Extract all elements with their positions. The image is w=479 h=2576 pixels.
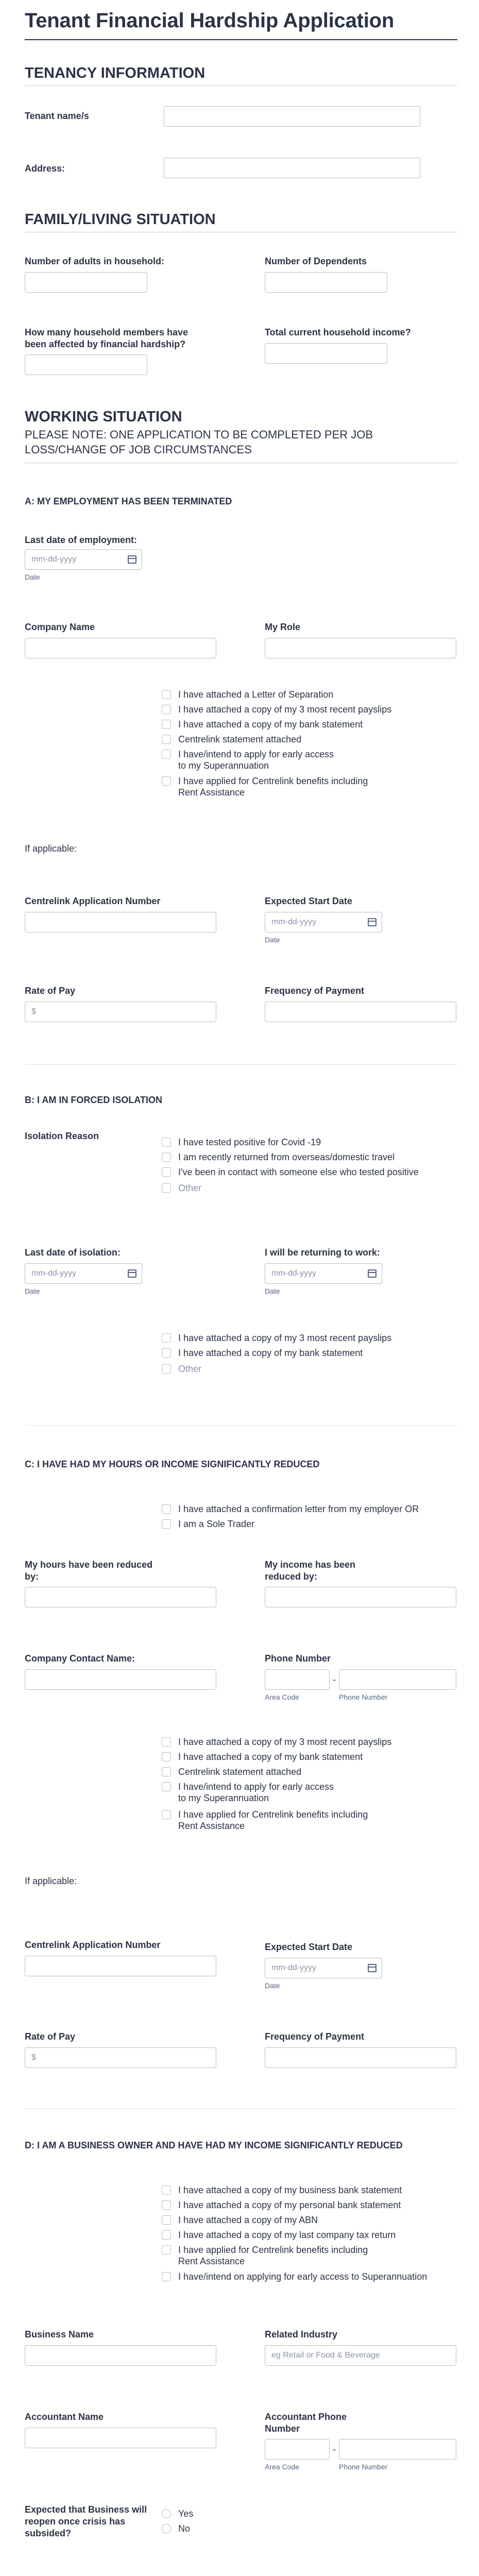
isolation-reason-label: Isolation Reason [25,1131,99,1141]
c-option-label: I have applied for Centrelink benefits including Rent Assistance [178,1809,368,1831]
tenancy-heading: TENANCY INFORMATION [25,65,206,81]
c-option-checkbox[interactable] [162,1752,171,1761]
role-label: My Role [265,622,301,632]
phone-number-input[interactable] [339,2439,456,2460]
a-option-label: I have attached a Letter of Separation [178,689,334,700]
family-heading: FAMILY/LIVING SITUATION [25,211,216,228]
c-option-label: Centrelink statement attached [178,1767,302,1777]
section-divider [25,1425,457,1426]
phone-label: Phone Number [265,1653,331,1664]
affected-input[interactable] [25,354,147,375]
reopen-no-label: No [178,2523,191,2534]
section-c-heading: C: I HAVE HAD MY HOURS OR INCOME SIGNIFICANTLY REDUCED [25,1459,320,1469]
hours-reduced-label: My hours have been reduced by: [25,1560,153,1582]
company-name-label: Company Name [25,622,95,632]
c-top-checkbox[interactable] [162,1519,171,1529]
industry-placeholder: eg Retail or Food & Beverage [271,2351,380,2360]
date-placeholder: mm-dd-yyyy [31,555,77,564]
a-option-label: I have/intend to apply for early access to my Superannuation [178,749,334,771]
area-code-input[interactable] [265,2439,330,2460]
income-reduced-input[interactable] [265,1587,456,1607]
date-placeholder: mm-dd-yyyy [31,1269,77,1278]
d-option-label: I have attached a copy of my personal bank statement [178,2200,401,2210]
income-label: Total current household income? [265,327,411,337]
company-name-input[interactable] [25,638,216,658]
section-d-heading: D: I AM A BUSINESS OWNER AND HAVE HAD MY INCOME SIGNIFICANTLY REDUCED [25,2140,403,2150]
business-name-input[interactable] [25,2345,216,2366]
frequency-label: Frequency of Payment [265,986,365,996]
dependents-input[interactable] [265,272,387,293]
last-isolation-date-input[interactable] [25,1263,142,1284]
section-divider [25,2108,457,2109]
reopen-yes-label: Yes [178,2509,194,2519]
isolation-reason-checkbox[interactable] [162,1153,171,1162]
accountant-name-label: Accountant Name [25,2412,104,2422]
b-option-label: I have attached a copy of my bank statement [178,1348,363,1358]
c-top-option: I have attached a confirmation letter from my employer OR [178,1504,419,1514]
frequency-input[interactable] [265,2047,456,2068]
return-work-label: I will be returning to work: [265,1247,381,1258]
address-label: Address: [25,163,65,174]
date-placeholder: mm-dd-yyyy [271,1963,317,1972]
last-isolation-label: Last date of isolation: [25,1247,121,1258]
isolation-other-checkbox[interactable] [162,1183,171,1193]
b-other-checkbox[interactable] [162,1364,171,1374]
centrelink-label: Centrelink Application Number [25,896,161,906]
calendar-icon[interactable] [368,1964,377,1972]
title-divider [25,39,457,40]
a-option-checkbox[interactable] [162,750,171,759]
start-date-label: Expected Start Date [265,1942,353,1952]
reopen-yes-radio[interactable] [162,2509,171,2518]
a-option-checkbox[interactable] [162,776,171,786]
c-option-label: I have attached a copy of my bank statement [178,1752,363,1762]
rate-label: Rate of Pay [25,2031,76,2042]
phone-separator: - [333,1674,336,1685]
income-reduced-label: My income has been reduced by: [265,1560,356,1582]
calendar-icon[interactable] [128,555,136,564]
d-option-checkbox[interactable] [162,2230,171,2240]
a-option-label: I have attached a copy of my 3 most recent payslips [178,704,392,715]
centrelink-label: Centrelink Application Number [25,1940,161,1950]
phone-number-input[interactable] [339,1669,456,1690]
start-date-input[interactable] [265,1958,382,1978]
tenant-name-label: Tenant name/s [25,111,89,121]
tenant-name-input[interactable] [164,106,420,127]
role-input[interactable] [265,638,456,658]
isolation-other-input[interactable]: Other [178,1183,202,1193]
isolation-reason-option: I am recently returned from overseas/domestic travel [178,1152,395,1162]
date-sublabel: Date [265,1981,280,1990]
date-sublabel: Date [265,936,280,944]
d-option-label: I have attached a copy of my ABN [178,2215,318,2225]
calendar-icon[interactable] [368,918,377,926]
a-option-checkbox[interactable] [162,720,171,729]
form-title: Tenant Financial Hardship Application [25,9,395,32]
phone-separator: - [333,2444,336,2454]
area-code-sublabel: Area Code [265,1693,299,1701]
address-input[interactable] [164,158,420,178]
industry-label: Related Industry [265,2329,338,2340]
b-option-checkbox[interactable] [162,1348,171,1358]
if-applicable-text: If applicable: [25,843,77,854]
currency-prefix: $ [31,1007,36,1016]
isolation-reason-checkbox[interactable] [162,1138,171,1147]
working-heading: WORKING SITUATION [25,409,182,425]
area-code-input[interactable] [265,1669,330,1690]
b-option-checkbox[interactable] [162,1333,171,1343]
calendar-icon[interactable] [368,1269,377,1278]
frequency-label: Frequency of Payment [265,2031,365,2042]
section-a-heading: A: MY EMPLOYMENT HAS BEEN TERMINATED [25,496,232,506]
last-employment-label: Last date of employment: [25,535,138,545]
start-date-input[interactable] [265,912,382,933]
rate-input[interactable] [25,1002,216,1022]
c-option-label: I have attached a copy of my 3 most recent payslips [178,1737,392,1747]
affected-label: How many household members have been affected by financial hardship? [25,327,189,349]
b-option-label: I have attached a copy of my 3 most recent payslips [178,1333,392,1343]
centrelink-input[interactable] [25,1956,216,1976]
a-option-label: Centrelink statement attached [178,734,302,744]
date-placeholder: mm-dd-yyyy [271,918,317,926]
d-option-label: I have applied for Centrelink benefits including Rent Assistance [178,2245,368,2266]
area-code-sublabel: Area Code [265,2463,299,2471]
c-top-checkbox[interactable] [162,1504,171,1514]
if-applicable-text: If applicable: [25,1876,77,1886]
centrelink-input[interactable] [25,912,216,933]
section-b-heading: B: I AM IN FORCED ISOLATION [25,1095,162,1105]
section-divider [25,1064,457,1065]
dependents-label: Number of Dependents [265,256,367,266]
rate-label: Rate of Pay [25,986,76,996]
a-option-checkbox[interactable] [162,705,171,714]
calendar-icon[interactable] [128,1269,136,1278]
c-option-checkbox[interactable] [162,1737,171,1747]
working-note: PLEASE NOTE: ONE APPLICATION TO BE COMPLETED PER JOB LOSS/CHANGE OF JOB CIRCUMSTANCES [25,428,373,456]
d-option-label: I have attached a copy of my business bank statement [178,2185,402,2195]
c-top-option: I am a Sole Trader [178,1519,255,1529]
accountant-name-input[interactable] [25,2428,216,2448]
start-date-label: Expected Start Date [265,896,353,906]
isolation-reason-option: I have tested positive for Covid -19 [178,1137,321,1147]
reopen-label: Expected that Business will reopen once crisis has subsided? [25,2504,147,2538]
d-option-checkbox[interactable] [162,2200,171,2210]
d-option-checkbox[interactable] [162,2185,171,2195]
a-option-label: I have applied for Centrelink benefits including Rent Assistance [178,776,368,798]
a-option-checkbox[interactable] [162,690,171,699]
c-option-label: I have/intend to apply for early access to my Superannuation [178,1782,334,1803]
last-employment-date-input[interactable] [25,549,142,570]
c-option-checkbox[interactable] [162,1782,171,1791]
adults-label: Number of adults in household: [25,256,164,266]
isolation-reason-checkbox[interactable] [162,1167,171,1177]
d-option-label: I have/intend on applying for early access to Superannuation [178,2272,427,2282]
b-other-input[interactable]: Other [178,1364,202,1374]
isolation-reason-option: I've been in contact with someone else who tested positive [178,1167,419,1177]
industry-input[interactable] [265,2345,456,2366]
business-name-label: Business Name [25,2329,94,2340]
adults-input[interactable] [25,272,147,293]
date-sublabel: Date [25,573,40,581]
date-sublabel: Date [25,1287,40,1295]
d-option-label: I have attached a copy of my last company tax return [178,2230,396,2240]
return-work-date-input[interactable] [265,1263,382,1284]
reopen-no-radio[interactable] [162,2524,171,2533]
income-input[interactable] [265,343,387,364]
date-placeholder: mm-dd-yyyy [271,1269,317,1278]
accountant-phone-label: Accountant Phone Number [265,2412,347,2434]
d-option-checkbox[interactable] [162,2215,171,2225]
hours-reduced-input[interactable] [25,1587,216,1607]
a-option-label: I have attached a copy of my bank statement [178,719,363,730]
d-option-checkbox[interactable] [162,2245,171,2255]
frequency-input[interactable] [265,1002,456,1022]
currency-prefix: $ [31,2053,36,2062]
phone-number-sublabel: Phone Number [339,1693,388,1701]
date-sublabel: Date [265,1287,280,1295]
c-option-checkbox[interactable] [162,1767,171,1776]
contact-name-input[interactable] [25,1669,216,1690]
c-option-checkbox[interactable] [162,1810,171,1819]
a-option-checkbox[interactable] [162,735,171,744]
d-option-checkbox[interactable] [162,2272,171,2281]
contact-name-label: Company Contact Name: [25,1653,135,1664]
rate-input[interactable] [25,2047,216,2068]
phone-number-sublabel: Phone Number [339,2463,388,2471]
